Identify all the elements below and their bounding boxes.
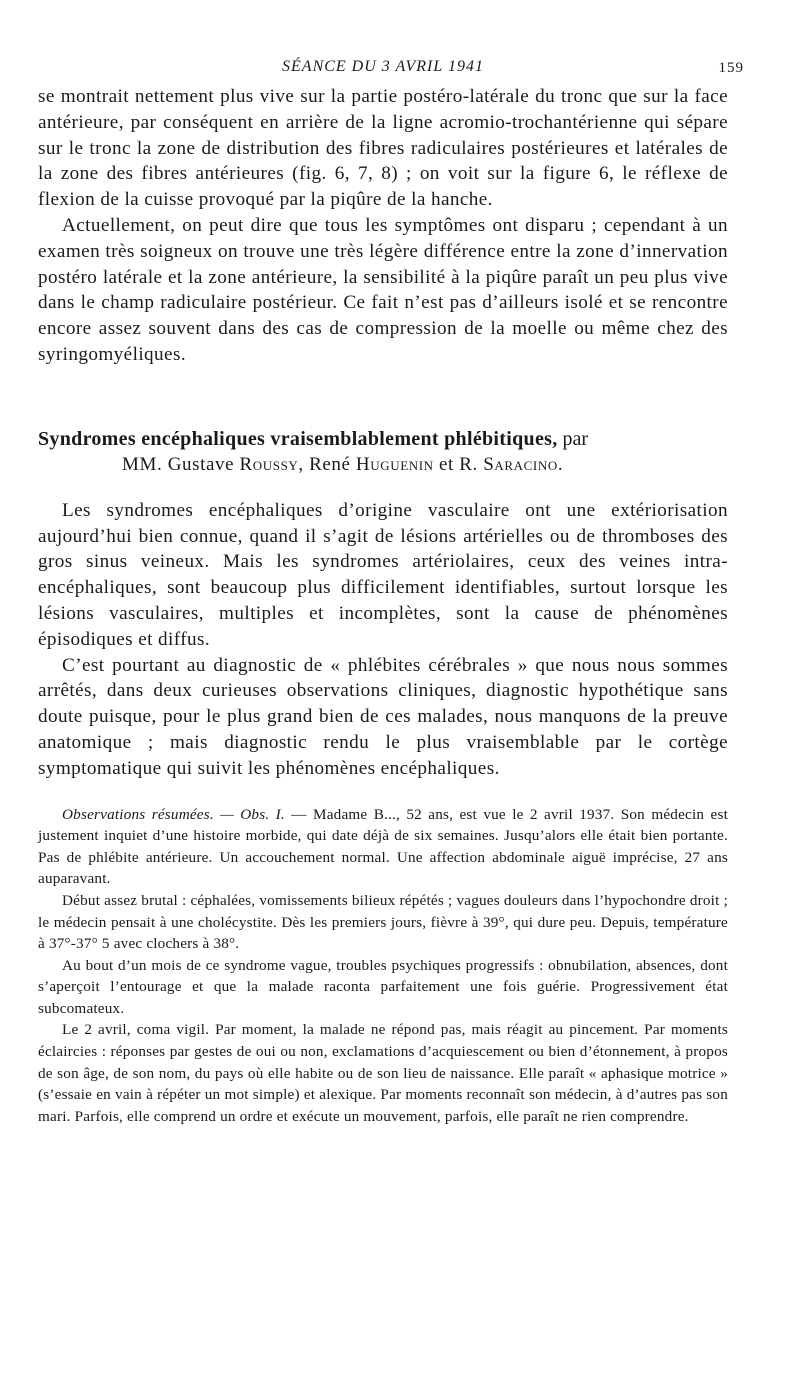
current-state-paragraph: Actuellement, on peut dire que tous les symptômes ont disparu ; cependant à un examen très soigneux on trouve une très légère différence entre la zone d’innervation postéro latérale et la zone antérieure, la sensibilité à la piqûre paraît un peu plus vive dans le champ radiculaire postérieur. Ce fait n’est pas d’ailleurs isolé et se rencontre encore assez souvent dans des cas de compression de la moelle ou même chez des syringomyéliques. [38,214,728,365]
page-number: 159 [718,60,744,76]
running-head [38,54,744,84]
page [38,54,744,1127]
authors-separator-1: , René [298,453,356,475]
heading-gap [38,478,728,498]
observation-paragraph-3: Au bout d’un mois de ce syndrome vague, troubles psychiques progressifs : obnubilation, absences, dont s’aperçoit l’entourage et que la malade raconta parfaitement une fois guérie. Progressivement état subcomateux. [38,956,728,1017]
article-heading [38,426,728,452]
authors-end: . [557,453,564,475]
article-paragraph-1: Les syndromes encéphaliques d’origine vasculaire ont une extériorisation aujourd’hui bien connue, quand il s’agit de lésions artérielles ou de thromboses des gros sinus veineux. Mais les syndromes artériolaires, ceux des veines intra-encéphaliques, sont beaucoup plus difficilement identifiables, surtout lorsque les lésions vasculaires, multiples et incomplètes, sont la cause de phénomènes épisodiques et diffus. [38,499,728,650]
observations-gap [38,782,728,804]
authors-separator-2: et R. [433,453,484,475]
author-huguenin: Huguenin [355,453,434,475]
article-paragraph-2: C’est pourtant au diagnostic de « phlébites cérébrales » que nous nous sommes arrêtés, dans deux curieuses observations cliniques, diagnostic hypothétique sans doute puisque, pour le plus grand bien de ces malades, nous manquons de la preuve anatomique ; mais diagnostic rendu le plus vraisemblable par le cortège symptomatique qui suivit les phénomènes encéphaliques. [38,654,728,779]
article-title: Syndromes encéphaliques vraisemblablement phlébitiques, [38,427,558,450]
continued-paragraph: se montrait nettement plus vive sur la partie postéro-latérale du tronc que sur la face antérieure, par conséquent en arrière de la ligne acromio-trochantérienne qui sépare sur le tronc la zone de distribution des fibres radiculaires postérieures et latérales de la zone des fibres antérieures (fig. 6, 7, 8) ; on voit sur la figure 6, le réflexe de flexion de la cuisse provoqué par la piqûre de la hanche. [38,86,728,211]
author-saracino: Saracino [483,453,558,475]
article-authors [122,452,728,478]
article-title-suffix: par [557,427,589,450]
observation-label: Observations résumées. — Obs. I. [62,805,285,823]
observation-paragraph-4: Le 2 avril, coma vigil. Par moment, la malade ne répond pas, mais réagit au pincement. Par moments éclaircies : réponses par gestes de oui ou non, exclamations d’acquiescement ou bien d’étonnement, à propos de son âge, de son nom, du pays où elle habite ou de son lieu de naissance. Elle paraît « aphasique motrice » (s’essaie en vain à répéter un mot simple) et alexique. Par moments reconnaît son médecin, à d’autres pas son mari. Parfois, elle comprend un ordre et exécute un mouvement, parfois, elle paraît ne rien comprendre. [38,1021,728,1125]
authors-prefix: MM. Gustave [122,453,240,475]
author-roussy: Roussy [239,453,299,475]
observation-paragraph-1 [38,804,728,890]
running-title: SÉANCE DU 3 AVRIL 1941 [282,58,484,75]
observation-paragraph-2: Début assez brutal : céphalées, vomissements bilieux répétés ; vagues douleurs dans l’hypochondre droit ; le médecin pensait à une cholécystite. Dès les premiers jours, fièvre à 39°, qui dure peu. Depuis, température à 37°-37° 5 avec clochers à 38°. [38,891,728,953]
observation-text-1: — Madame B..., 52 ans, est vue le 2 avril 1937. Son médecin est justement inquiet d’une histoire morbide, qui date déjà de six semaines. Jusqu’alors elle était bien portante. Pas de phlébite antérieure. Un accouchement normal. Une affection abdominale aiguë imprécise, 27 ans auparavant. [38,805,728,888]
section-gap [38,368,728,426]
